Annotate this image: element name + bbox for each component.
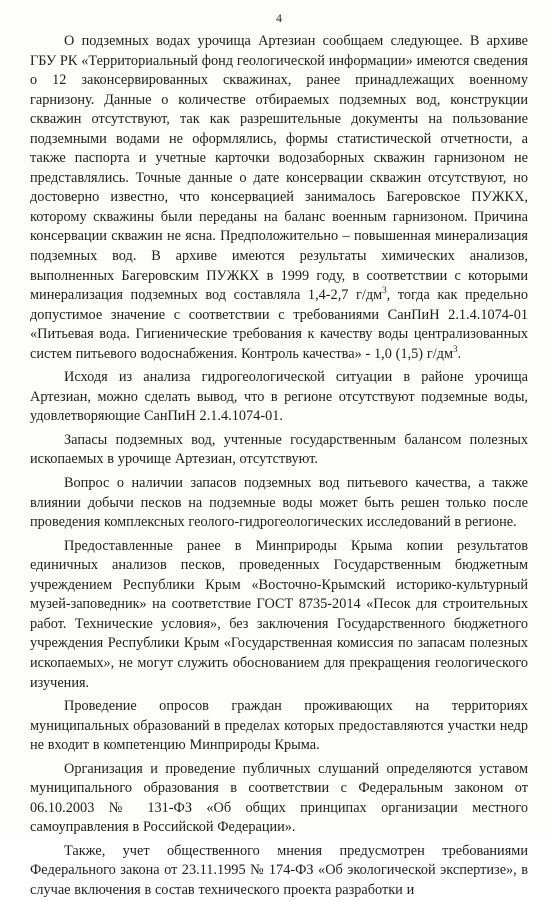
page-number: 4 — [276, 11, 282, 25]
paragraph-text: Организация и проведение публичных слушаний определяются уставом муниципального образования в соответствии с Федеральным законом от 06.10.2003 № 131-ФЗ «Об общих принципах организации местного самоуправления в Российской Федерации». — [30, 760, 528, 836]
paragraph-text: О подземных водах урочища Артезиан сообщаем следующее. В архиве ГБУ РК «Территориальный фонд геологической информации» имеются сведения о 12 законсервированных скважинах, ранее принадлежащих военному гарнизону. Данные о количестве отбираемых подземных вод, конструкции скважин отсутствуют, так как разрешительные документы на пользование подземными водами не оформлялись, формы статистической отчетности, а также паспорта и учетные карточки водозаборных скважин гарнизоном не представлялись. Точные данные о дате консервации скважин отсутствуют, но достоверно известно, что консервацией занималось Багеровское ПУЖКХ, которому скважины были переданы на баланс военным гарнизоном. Причина консервации скважин не ясна. Предположительно – повышенная минерализация подземных вод. В архиве имеются результаты химических анализов, выполненных Багеровским ПУЖКХ в 1999 году, в соответствии с которыми минерализация подземных вод составляла 1,4-2,7 г/дм — [30, 33, 528, 304]
superscript-exponent: 3 — [453, 343, 458, 354]
paragraph-text: Запасы подземных вод, учтенные государственным балансом полезных ископаемых в урочище Артезиан, отсутствуют. — [30, 431, 528, 468]
paragraph-7 — [30, 760, 528, 838]
paragraph-8 — [30, 842, 528, 901]
paragraph-text: . — [457, 345, 462, 362]
paragraph-text: Исходя из анализа гидрогеологической ситуации в районе урочища Артезиан, можно сделать вывод, что в регионе отсутствуют подземные воды, удовлетворяющие СанПиН 2.1.4.1074-01. — [30, 369, 528, 425]
superscript-exponent: 3 — [382, 285, 387, 296]
paragraph-6 — [30, 697, 528, 756]
paragraph-text: , тогда как предельно допустимое значение с соответствии с требованиями СанПиН 2.1.4.1074-01 «Питьевая вода. Гигиенические требования к качеству воды централизованных систем питьевого водоснабжения. Контроль качества» - 1,0 (1,5) г/дм — [30, 287, 528, 362]
paragraph-text: Предоставленные ранее в Минприроды Крыма копии результатов единичных анализов песков, проведенных Государственным бюджетным учреждением Республики Крым «Восточно-Крымский историко-культурный музей-заповедник» на соответствие ГОСТ 8735-2014 «Песок для строительных работ. Технические условия», без заключения Государственного бюджетного учреждения Республики Крым «Государственная комиссия по запасам полезных ископаемых», не могут служить обоснованием для прекращения геологического изучения. — [30, 537, 528, 691]
paragraph-text: Также, учет общественного мнения предусмотрен требованиями Федерального закона от 23.11.1995 № 174-ФЗ «Об экологической экспертизе», в случае включения в состав технического проекта разработки и — [30, 842, 528, 898]
paragraph-5 — [30, 537, 528, 693]
document-body — [30, 32, 528, 901]
paragraph-2 — [30, 368, 528, 427]
paragraph-text: Проведение опросов граждан проживающих на территориях муниципальных образований в пределах которых предоставляются участки недр не входит в компетенцию Минприроды Крыма. — [30, 698, 528, 754]
paragraph-4 — [30, 474, 528, 533]
paragraph-text: Вопрос о наличии запасов подземных вод питьевого качества, а также влиянии добычи песков на подземные воды может быть решен только после проведения комплексных геолого-гидрогеологических исследований в регионе. — [30, 475, 528, 531]
paragraph-3 — [30, 431, 528, 470]
paragraph-1 — [30, 32, 528, 364]
